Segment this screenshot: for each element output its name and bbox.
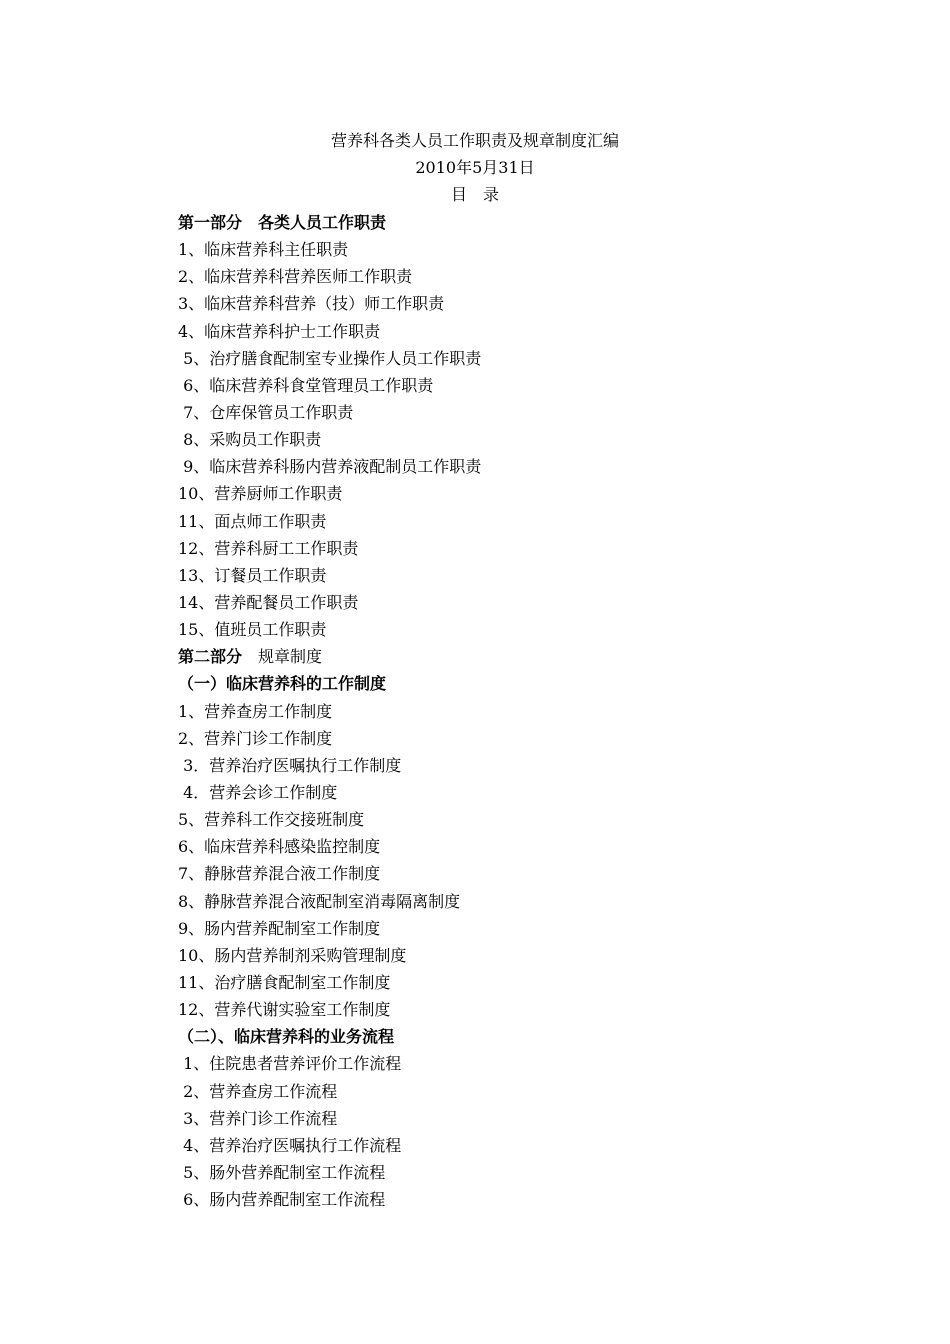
toc-line: 2、临床营养科营养医师工作职责 xyxy=(178,267,413,287)
toc-line: 10、肠内营养制剂采购管理制度 xyxy=(178,945,407,965)
toc-line: 9、临床营养科肠内营养液配制员工作职责 xyxy=(178,457,482,477)
toc-line: 7、仓库保管员工作职责 xyxy=(178,402,354,422)
toc-line: 13、订餐员工作职责 xyxy=(178,565,327,585)
toc-line: 3、营养门诊工作流程 xyxy=(178,1108,338,1128)
toc-line: 7、静脉营养混合液工作制度 xyxy=(178,864,381,884)
toc-line: 11、面点师工作职责 xyxy=(178,511,327,531)
toc-line: 3．营养治疗医嘱执行工作制度 xyxy=(178,755,402,775)
toc-line: 8、静脉营养混合液配制室消毒隔离制度 xyxy=(178,891,461,911)
toc-line: 14、营养配餐员工作职责 xyxy=(178,592,359,612)
toc-line: 12、营养科厨工工作职责 xyxy=(178,538,359,558)
toc-line: 5、肠外营养配制室工作流程 xyxy=(178,1162,386,1182)
toc-line: 6、临床营养科感染监控制度 xyxy=(178,837,381,857)
toc-line: 12、营养代谢实验室工作制度 xyxy=(178,1000,391,1020)
toc-line: （二）、临床营养科的业务流程 xyxy=(178,1027,395,1047)
toc-line: 第一部分 各类人员工作职责 xyxy=(178,213,387,232)
part-label: 第二部分 xyxy=(178,647,243,667)
toc-line: 4、临床营养科护士工作职责 xyxy=(178,321,381,341)
toc-line: 8、采购员工作职责 xyxy=(178,430,322,450)
toc-line: 2、营养查房工作流程 xyxy=(178,1081,338,1101)
toc-line: 1、营养查房工作制度 xyxy=(178,701,333,721)
toc-line: 9、肠内营养配制室工作制度 xyxy=(178,918,381,938)
toc-line: 2、营养门诊工作制度 xyxy=(178,728,333,748)
toc-line: 6、临床营养科食堂管理员工作职责 xyxy=(178,375,434,395)
toc-line: 5、治疗膳食配制室专业操作人员工作职责 xyxy=(178,348,482,368)
document-title: 营养科各类人员工作职责及规章制度汇编 xyxy=(330,131,619,150)
toc-heading: 目 录 xyxy=(450,185,499,204)
toc-line: 11、治疗膳食配制室工作制度 xyxy=(178,972,391,992)
toc-list xyxy=(178,209,878,1213)
toc-line: 1、临床营养科主任职责 xyxy=(178,240,349,260)
toc-line: 4、营养治疗医嘱执行工作流程 xyxy=(178,1135,402,1155)
toc-line: （一）临床营养科的工作制度 xyxy=(178,674,387,694)
toc-line: 1、住院患者营养评价工作流程 xyxy=(178,1054,402,1074)
toc-line: 10、营养厨师工作职责 xyxy=(178,484,343,504)
part-title: 规章制度 xyxy=(242,647,323,667)
toc-line: 15、值班员工作职责 xyxy=(178,620,327,640)
document-date: 2010年5月31日 xyxy=(415,158,535,177)
toc-line: 4．营养会诊工作制度 xyxy=(178,782,338,802)
toc-line: 3、临床营养科营养（技）师工作职责 xyxy=(178,294,445,314)
toc-line: 5、营养科工作交接班制度 xyxy=(178,810,365,830)
toc-line: 6、肠内营养配制室工作流程 xyxy=(178,1190,386,1210)
toc-line xyxy=(178,643,878,670)
